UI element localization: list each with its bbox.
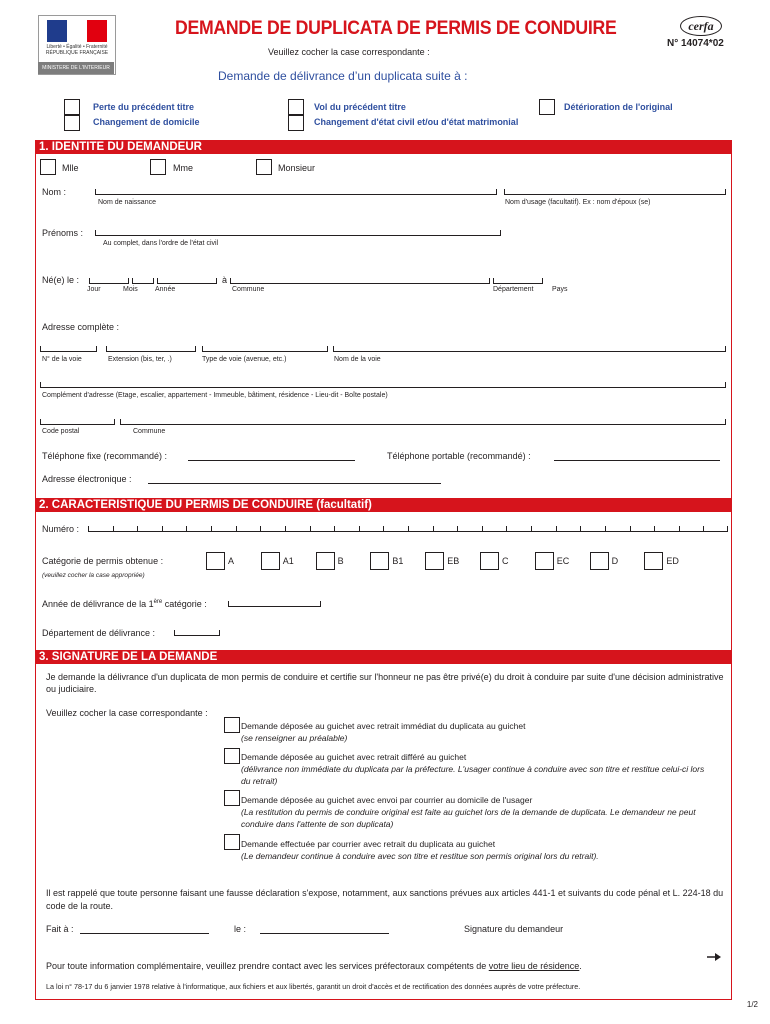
checkbox-envoi-courrier[interactable]: [224, 790, 240, 806]
category-label-d: D: [611, 556, 619, 566]
numero-cell[interactable]: [186, 526, 211, 532]
info-text: Pour toute information complémentaire, veuillez prendre contact avec les services préfectoraux compétents de votre lieu de résidence.: [46, 961, 582, 971]
extension-field[interactable]: [106, 346, 196, 352]
numero-cell[interactable]: [137, 526, 162, 532]
category-checkbox-b[interactable]: [316, 552, 335, 570]
loi-text: La loi n° 78-17 du 6 janvier 1978 relative à l'informatique, aux fichiers et aux libertés, garantit un droit d'accès et de rectification des données auprès de votre préfecture.: [46, 982, 581, 991]
numero-cell[interactable]: [482, 526, 507, 532]
numero-cell[interactable]: [359, 526, 384, 532]
category-label-b: B: [337, 556, 344, 566]
category-checkbox-ed[interactable]: [644, 552, 663, 570]
categorie-hint: (veuillez cocher la case appropriée): [42, 572, 145, 579]
category-checkbox-ec[interactable]: [535, 552, 554, 570]
page-title: DEMANDE DE DUPLICATA DE PERMIS DE CONDUIRE: [175, 18, 617, 39]
departement-hint: Département: [493, 286, 534, 293]
category-checkbox-a1[interactable]: [261, 552, 280, 570]
numero-cell[interactable]: [654, 526, 679, 532]
option-envoi-courrier: Demande déposée au guichet avec envoi par courrier au domicile de l'usager: [241, 795, 533, 805]
num-voie-hint: N° de la voie: [42, 356, 82, 363]
numero-cell[interactable]: [605, 526, 630, 532]
nom-usage-hint: Nom d'usage (facultatif). Ex : nom d'époux (se): [505, 199, 651, 206]
prenoms-hint: Au complet, dans l'ordre de l'état civil: [103, 240, 219, 247]
commune-adresse-field[interactable]: [120, 419, 726, 425]
tel-portable-label: Téléphone portable (recommandé) :: [387, 451, 531, 461]
cocher-label: Veuillez cocher la case correspondante :: [46, 708, 208, 718]
category-label-a1: A1: [282, 556, 294, 566]
category-checkbox-a[interactable]: [206, 552, 225, 570]
reason-vol: Vol du précédent titre: [314, 102, 406, 112]
tel-portable-field[interactable]: [554, 460, 720, 461]
annee-delivrance-label: Année de délivrance de la 1ère catégorie :: [42, 599, 207, 609]
code-postal-hint: Code postal: [42, 428, 80, 435]
num-voie-field[interactable]: [40, 346, 97, 352]
checkbox-mme[interactable]: [150, 159, 166, 175]
birth-departement-field[interactable]: [493, 278, 543, 284]
reason-changement-domicile: Changement de domicile: [93, 117, 200, 127]
complement-adresse-field[interactable]: [40, 382, 726, 388]
signature-label: Signature du demandeur: [464, 924, 564, 934]
checkbox-deterioration[interactable]: [539, 99, 555, 115]
prenoms-field[interactable]: [95, 230, 501, 236]
categorie-label: Catégorie de permis obtenue :: [42, 556, 164, 566]
nom-usage-field[interactable]: [504, 189, 726, 195]
date-field[interactable]: [260, 933, 389, 934]
nom-naissance-hint: Nom de naissance: [98, 199, 156, 206]
birth-date-year[interactable]: [157, 278, 217, 284]
civility-monsieur: Monsieur: [278, 163, 316, 173]
annee-hint: Année: [155, 286, 176, 293]
mois-hint: Mois: [123, 286, 138, 293]
category-label-b1: B1: [392, 556, 404, 566]
pays-hint: Pays: [552, 286, 568, 293]
category-label-eb: EB: [447, 556, 460, 566]
naissance-label: Né(e) le :: [42, 275, 80, 285]
nom-voie-field[interactable]: [333, 346, 726, 352]
ministry-label: MINISTERE DE L'INTERIEUR: [38, 62, 114, 74]
reason-changement-etat-civil: Changement d'état civil et/ou d'état matrimonial: [314, 117, 519, 127]
civility-mlle: Mlle: [62, 163, 79, 173]
birth-date-month[interactable]: [132, 278, 154, 284]
reason-deterioration: Détérioration de l'original: [564, 102, 673, 112]
checkbox-retrait-differe[interactable]: [224, 748, 240, 764]
birth-commune-field[interactable]: [230, 278, 490, 284]
numero-cell[interactable]: [113, 526, 138, 532]
numero-cell[interactable]: [236, 526, 261, 532]
category-label-a: A: [228, 556, 235, 566]
category-label-ed: ED: [666, 556, 679, 566]
logo-motto: Liberté • Égalité • Fraternité: [46, 44, 108, 50]
numero-cell[interactable]: [457, 526, 482, 532]
arrow-right-icon: [707, 950, 721, 964]
request-intro: Demande de délivrance d’un duplicata suite à :: [218, 69, 468, 83]
checkbox-changement-etat-civil[interactable]: [288, 115, 304, 131]
extension-hint: Extension (bis, ter, .): [108, 356, 172, 363]
checkbox-vol[interactable]: [288, 99, 304, 115]
form-frame: [35, 140, 732, 1000]
checkbox-perte[interactable]: [64, 99, 80, 115]
numero-cell[interactable]: [630, 526, 655, 532]
nom-voie-hint: Nom de la voie: [334, 356, 381, 363]
numero-cell[interactable]: [506, 526, 531, 532]
option-retrait-differe: Demande déposée au guichet avec retrait différé au guichet: [241, 752, 467, 762]
category-checkbox-b1[interactable]: [370, 552, 389, 570]
option-envoi-courrier-note: (La restitution du permis de conduire original est faite au guichet lors de la demande de duplicata. Le demandeur ne peut conduire dans l'attente de son duplicata): [241, 807, 696, 829]
commune-adresse-hint: Commune: [133, 428, 166, 435]
civility-mme: Mme: [173, 163, 193, 173]
type-voie-hint: Type de voie (avenue, etc.): [202, 356, 287, 363]
reason-perte: Perte du précédent titre: [93, 102, 195, 112]
category-label-ec: EC: [556, 556, 570, 566]
numero-cell[interactable]: [433, 526, 458, 532]
numero-cell[interactable]: [580, 526, 605, 532]
jour-hint: Jour: [87, 286, 101, 293]
logo-republique: RÉPUBLIQUE FRANÇAISE: [45, 50, 109, 56]
rappel-text: Il est rappelé que toute personne faisant une fausse déclaration s'expose, notamment, aux sanctions prévues aux articles 441-1 et suivants du code pénal et L. 224-18 du code de la route.: [46, 888, 724, 911]
tel-fixe-label: Téléphone fixe (recommandé) :: [42, 451, 168, 461]
nom-label: Nom :: [42, 187, 67, 197]
residence-link[interactable]: votre lieu de résidence: [488, 961, 580, 971]
option-courrier-retrait-guichet: Demande effectuée par courrier avec retrait du duplicata au guichet: [241, 839, 496, 849]
nom-naissance-field[interactable]: [95, 189, 497, 195]
numero-cell[interactable]: [679, 526, 704, 532]
category-label-c: C: [502, 556, 509, 566]
numero-cell[interactable]: [703, 526, 728, 532]
page-number: 1/2: [746, 1000, 758, 1009]
email-field[interactable]: [148, 483, 441, 484]
checkbox-retrait-immediat[interactable]: [224, 717, 240, 733]
type-voie-field[interactable]: [202, 346, 328, 352]
section1-header: 1. IDENTITE DU DEMANDEUR: [35, 140, 732, 154]
numero-cell[interactable]: [334, 526, 359, 532]
section2-header: 2. CARACTERISTIQUE DU PERMIS DE CONDUIRE (facultatif): [35, 498, 732, 512]
numero-cell[interactable]: [556, 526, 581, 532]
numero-label: Numéro :: [42, 524, 80, 534]
fait-a-label: Fait à :: [46, 924, 74, 934]
le-label: le :: [234, 924, 247, 934]
cerfa-logo: cerfa: [680, 16, 722, 36]
option-retrait-immediat-note: (se renseigner au préalable): [241, 733, 348, 743]
checkbox-monsieur[interactable]: [256, 159, 272, 175]
email-label: Adresse électronique :: [42, 474, 132, 484]
adresse-label: Adresse complète :: [42, 322, 120, 332]
departement-delivrance-label: Département de délivrance :: [42, 628, 156, 638]
option-retrait-immediat: Demande déposée au guichet avec retrait immédiat du duplicata au guichet: [241, 721, 526, 731]
annee-delivrance-field[interactable]: [228, 601, 321, 607]
option-courrier-retrait-guichet-note: (Le demandeur continue à conduire avec son titre et restitue son permis original lors du retrait).: [241, 851, 599, 861]
numero-cell[interactable]: [88, 526, 113, 532]
fait-a-field[interactable]: [80, 933, 209, 934]
option-retrait-differe-note: (délivrance non immédiate du duplicata par la préfecture. L'usager continue à conduire avec son titre et restitue celui-ci lors du retrait): [241, 764, 705, 786]
birth-date-day[interactable]: [89, 278, 129, 284]
tel-fixe-field[interactable]: [188, 460, 355, 461]
numero-cell[interactable]: [531, 526, 556, 532]
french-flag-icon: [47, 20, 107, 42]
complement-hint: Complément d'adresse (Etage, escalier, appartement - Immeuble, bâtiment, résidence - Lieu-dit - Boîte postale): [42, 392, 388, 399]
numero-cell[interactable]: [162, 526, 187, 532]
form-number: N° 14074*02: [667, 38, 724, 49]
category-checkbox-c[interactable]: [480, 552, 499, 570]
prenoms-label: Prénoms :: [42, 228, 84, 238]
commune-hint: Commune: [232, 286, 265, 293]
numero-cell[interactable]: [383, 526, 408, 532]
numero-cell[interactable]: [408, 526, 433, 532]
numero-cell[interactable]: [310, 526, 335, 532]
category-checkbox-d[interactable]: [590, 552, 609, 570]
code-postal-field[interactable]: [40, 419, 115, 425]
numero-cell[interactable]: [285, 526, 310, 532]
category-checkbox-eb[interactable]: [425, 552, 444, 570]
section3-header: 3. SIGNATURE DE LA DEMANDE: [35, 650, 732, 664]
checkbox-mlle[interactable]: [40, 159, 56, 175]
naissance-a-label: à: [222, 275, 228, 285]
numero-field[interactable]: [88, 526, 728, 532]
departement-delivrance-field[interactable]: [174, 630, 220, 636]
checkbox-courrier-retrait-guichet[interactable]: [224, 834, 240, 850]
checkbox-changement-domicile[interactable]: [64, 115, 80, 131]
declaration-text: Je demande la délivrance d'un duplicata de mon permis de conduire et certifie sur l'honneur ne pas être privé(e) du droit à conduire par suite d'une décision administrative ou judiciaire.: [46, 672, 724, 694]
numero-cell[interactable]: [211, 526, 236, 532]
numero-cell[interactable]: [260, 526, 285, 532]
subtitle: Veuillez cocher la case correspondante :: [268, 47, 430, 57]
